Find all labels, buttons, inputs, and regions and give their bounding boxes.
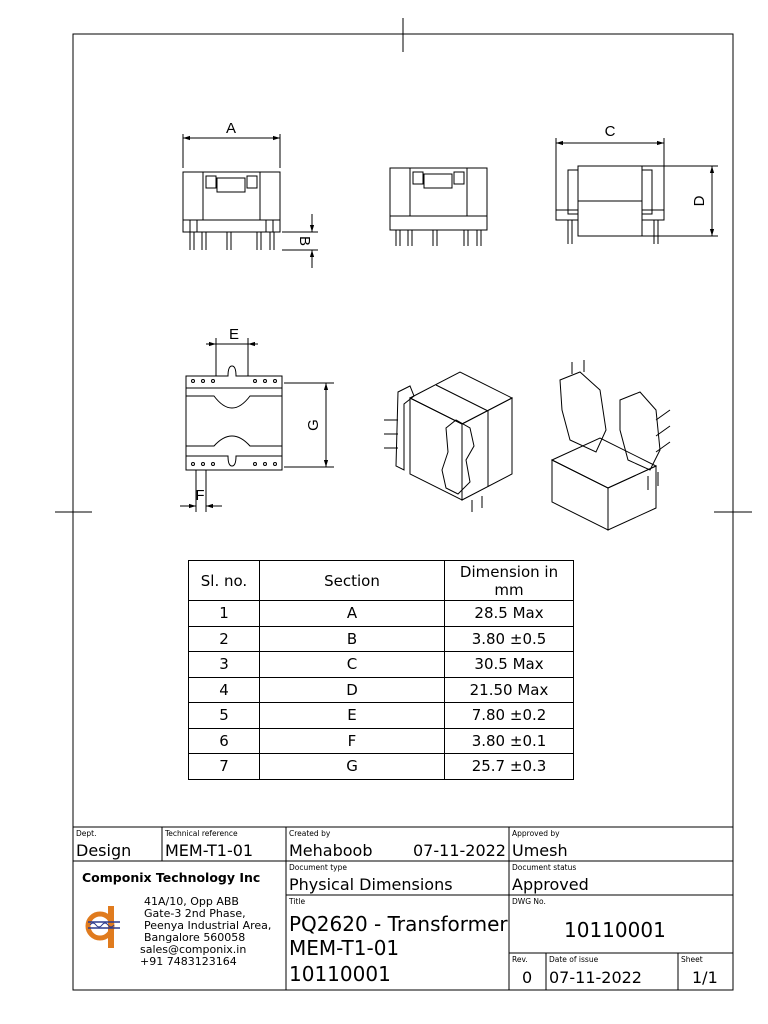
doc-type-value: Physical Dimensions — [289, 875, 453, 894]
created-by-value: Mehaboob — [289, 841, 373, 860]
cell-dimension: 21.50 Max — [445, 677, 574, 703]
cell-sl-no: 3 — [189, 652, 260, 678]
cell-sl-no: 5 — [189, 703, 260, 729]
table-row — [189, 677, 574, 703]
approved-by-label: Approved by — [512, 829, 560, 838]
cell-dimension: 3.80 ±0.1 — [445, 728, 574, 754]
sheet-label: Sheet — [681, 955, 703, 964]
company-logo — [88, 906, 120, 948]
side-view-plain — [390, 168, 487, 246]
title-line-1: PQ2620 - Transformer — [289, 912, 508, 936]
dwg-no-label: DWG No. — [512, 897, 546, 906]
cell-sl-no: 4 — [189, 677, 260, 703]
dim-label-c: C — [604, 123, 616, 140]
front-view — [183, 134, 318, 268]
issue-date-value: 07-11-2022 — [549, 968, 642, 987]
cell-section: E — [260, 703, 445, 729]
title-line-2: MEM-T1-01 — [289, 936, 400, 960]
cell-sl-no: 6 — [189, 728, 260, 754]
sheet-value: 1/1 — [692, 968, 718, 987]
isometric-view-1 — [384, 372, 512, 512]
address-line-1: 41A/10, Opp ABB — [144, 895, 239, 908]
address-line-3: Peenya Industrial Area, — [144, 919, 272, 932]
dimension-table — [188, 560, 574, 780]
cell-section: D — [260, 677, 445, 703]
table-row — [189, 754, 574, 780]
created-by-label: Created by — [289, 829, 331, 838]
dim-label-g: G — [305, 419, 322, 431]
cell-section: C — [260, 652, 445, 678]
address-line-2: Gate-3 2nd Phase, — [144, 907, 246, 920]
cell-dimension: 3.80 ±0.5 — [445, 626, 574, 652]
rev-label: Rev. — [512, 955, 528, 964]
cell-sl-no: 7 — [189, 754, 260, 780]
title-line-3: 10110001 — [289, 962, 391, 986]
cell-section: B — [260, 626, 445, 652]
dim-label-f: F — [195, 487, 205, 504]
dwg-no-value: 10110001 — [564, 918, 666, 942]
header-section: Section — [260, 561, 445, 601]
cell-section: A — [260, 601, 445, 627]
cell-section: F — [260, 728, 445, 754]
address-phone: +91 7483123164 — [140, 955, 237, 968]
company-name: Componix Technology Inc — [82, 870, 261, 885]
table-header-row — [189, 561, 574, 601]
tech-ref-label: Technical reference — [165, 829, 238, 838]
approved-by-value: Umesh — [512, 841, 568, 860]
table-row — [189, 652, 574, 678]
cell-sl-no: 2 — [189, 626, 260, 652]
cell-dimension: 28.5 Max — [445, 601, 574, 627]
address-line-4: Bangalore 560058 — [144, 931, 246, 944]
cell-dimension: 30.5 Max — [445, 652, 574, 678]
dim-label-a: A — [225, 120, 237, 137]
table-row — [189, 626, 574, 652]
table-row — [189, 728, 574, 754]
dim-label-e: E — [228, 326, 240, 343]
doc-status-label: Document status — [512, 863, 577, 872]
tech-ref-value: MEM-T1-01 — [165, 841, 254, 860]
address-email: sales@componix.in — [140, 943, 247, 956]
issue-date-label: Date of issue — [549, 955, 599, 964]
cell-section: G — [260, 754, 445, 780]
table-row — [189, 703, 574, 729]
dim-label-b: B — [296, 235, 313, 247]
dim-label-d: D — [691, 195, 708, 207]
cell-dimension: 25.7 ±0.3 — [445, 754, 574, 780]
cell-dimension: 7.80 ±0.2 — [445, 703, 574, 729]
created-date: 07-11-2022 — [413, 841, 506, 860]
side-view-cd — [556, 138, 718, 244]
dept-label: Dept. — [76, 829, 97, 838]
dept-value: Design — [76, 841, 132, 860]
header-sl-no: Sl. no. — [189, 561, 260, 601]
isometric-view-2 — [552, 360, 670, 530]
doc-type-label: Document type — [289, 863, 347, 872]
table-row — [189, 601, 574, 627]
cell-sl-no: 1 — [189, 601, 260, 627]
rev-value: 0 — [522, 968, 533, 987]
title-label: Title — [289, 897, 306, 906]
doc-status-value: Approved — [512, 875, 589, 894]
header-dimension: Dimension in mm — [445, 561, 574, 601]
